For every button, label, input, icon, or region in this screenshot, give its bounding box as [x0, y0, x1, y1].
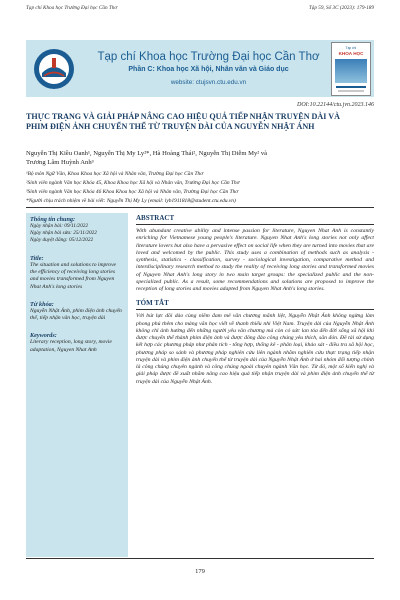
abstract-rule: [136, 224, 374, 225]
revised-date: Ngày nhận bài sửa: 25/11/2022: [30, 230, 97, 237]
article-title: THỰC TRẠNG VÀ GIẢI PHÁP NÂNG CAO HIỆU QUẢ TIẾP NHẬN TRUYỆN DÀI VÀ PHIM ĐIỆN ẢNH CHUYỂN THỂ TỪ TRUYỆN DÀI CỦA NGUYỄN NHẬT ÁNH: [26, 112, 340, 131]
cover-line1: Tạp chí: [345, 45, 357, 50]
abstract-heading: ABSTRACT: [136, 214, 175, 222]
tomtat-text: Với bút lực dồi dào cùng niềm đam mê văn chương mãnh liệt, Nguyễn Nhật Ánh không ngừng làm phong phú thêm cho mảng văn học viết về thanh thiếu nhi Việt Nam. Truyện dài của Nguyễn Nhật Ánh không chỉ ảnh hưởng đến những người yêu văn chương mà còn có sức lan tỏa đến đời sống xã hội khi được chuyển thể thành phim điện ảnh và được đông đảo công chúng yêu thích, săn đón. Đề tài sử dụng kết hợp các phương pháp như phân tích - tổng hợp, thống kê - phân loại, khảo sát - điều tra xã hội học, phương pháp so sánh và phương pháp nghiên cứu liên ngành nhằm nghiên cứu thực trạng tiếp nhận truyện dài và phim điện ảnh chuyển thể từ truyện dài của Nguyễn Nhật Ánh ở hai nhóm đối tượng chính là công chúng chuyên ngành và công chúng ngoài chuyên ngành Văn học. Từ đó, một số kiến nghị và giải pháp được đề xuất nhằm nâng cao hiệu quả tiếp nhận truyện dài và phim điện ảnh chuyển thể từ truyện dài của Nguyễn Nhật Ánh.: [136, 313, 374, 385]
header-divider: [26, 207, 374, 208]
title-english: The situation and solutions to improve the efficiency of receiving long stories and movies transformed from Nguyen Nhat Anh's long stories: [30, 261, 117, 290]
banner-title: Tạp chí Khoa học Trường Đại học Cần Thơ: [97, 51, 320, 63]
running-head: [26, 5, 374, 15]
corresponding-author: *Người chịu trách nhiệm về bài viết: Nguyễn Thị My Ly (email: lyb1911818@student.ctu.edu.vn): [26, 198, 236, 204]
accepted-date: Ngày duyệt đăng: 05/12/2022: [30, 237, 94, 244]
cover-bar-grey: [338, 90, 364, 92]
banner-website: website: ctujsvn.ctu.edu.vn: [170, 79, 247, 86]
footer-divider: [26, 558, 374, 559]
tukhoa-heading: Từ khóa:: [30, 300, 54, 308]
journal-banner: [26, 40, 374, 97]
received-date: Ngày nhận bài: 09/11/2022: [30, 223, 89, 229]
info-heading: Thông tin chung:: [30, 216, 76, 223]
cover-image: [335, 59, 367, 83]
title-heading: Title:: [30, 254, 44, 262]
tomtat-rule: [136, 309, 374, 310]
cover-bar: [336, 86, 366, 88]
affiliation-line: ³Sinh viên ngành Văn học Khóa 46 Khoa Khoa học Xã hội và Nhân văn, Trường Đại học Cần Thơ: [26, 189, 239, 195]
keywords-heading: Keywords:: [30, 332, 57, 340]
cover-line2: KHOA HỌC: [338, 50, 364, 56]
main-column: [136, 213, 374, 386]
running-head-volume: Tập 59, Số 3C (2023): 179-189: [308, 5, 374, 11]
keywords-list: Literary reception, long story, movie adaptation, Nguyen Nhat Anh: [30, 339, 112, 353]
page-number: 179: [195, 568, 205, 575]
journal-cover-thumbnail: [331, 42, 371, 96]
article-info-sidebar: [26, 213, 128, 557]
banner-subtitle: Phần C: Khoa học Xã hội, Nhân văn và Giáo dục: [128, 66, 289, 73]
authors-line: Trương Lâm Huỳnh Anh³: [26, 159, 94, 166]
tomtat-heading: TÓM TẮT: [136, 299, 169, 308]
university-logo: [32, 47, 76, 91]
affiliation-line: ²Sinh viên ngành Văn học Khóa 45, Khoa Khoa học Xã hội và Nhân văn, Trường Đại học Cần Thơ: [26, 180, 240, 186]
tukhoa-list: Nguyễn Nhật Ánh, phim điện ảnh chuyển thể, tiếp nhận văn học, truyện dài: [30, 307, 122, 322]
authors: [26, 149, 366, 167]
affiliations: [26, 170, 374, 206]
running-head-journal: Tạp chí Khoa học Trường Đại học Cần Thơ: [26, 5, 118, 11]
authors-line: Nguyễn Thị Kiều Oanh¹, Nguyễn Thị My Ly²*, Hà Hoàng Thái², Nguyễn Thị Diễm My² và: [26, 150, 268, 157]
abstract-text: With abundant creative ability and intense passion for literature, Nguyen Nhat Anh is constantly enriching for Vietnamese young people's literature. Nguyen Nhat Anh's long stories not only affect literature lovers but also have a pervasive effect on social life when they are turned into movies that are loved and welcomed by the public. This study uses a combination of methods such as analysis - synthesis, statistics - classification, survey - sociological investigation, comparative method and interdisciplinary research method to study the reality of receiving long stories and transformed movies of Nguyen Nhat Anh's long story in two main target groups: the specialized public and the non-specialized public. As a result, some recommendations and solutions are proposed to improve the reception of long stories and movies adapted from Nguyen Nhat Anh's long stories.: [136, 228, 374, 292]
banner-text: [86, 51, 331, 86]
doi: DOI:10.22144/ctu.jvn.2023.146: [297, 102, 374, 108]
affiliation-line: ¹Bộ môn Ngữ Văn, Khoa Khoa học Xã hội và Nhân văn, Trường Đại học Cần Thơ: [26, 171, 204, 177]
university-logo-icon: [32, 47, 76, 91]
